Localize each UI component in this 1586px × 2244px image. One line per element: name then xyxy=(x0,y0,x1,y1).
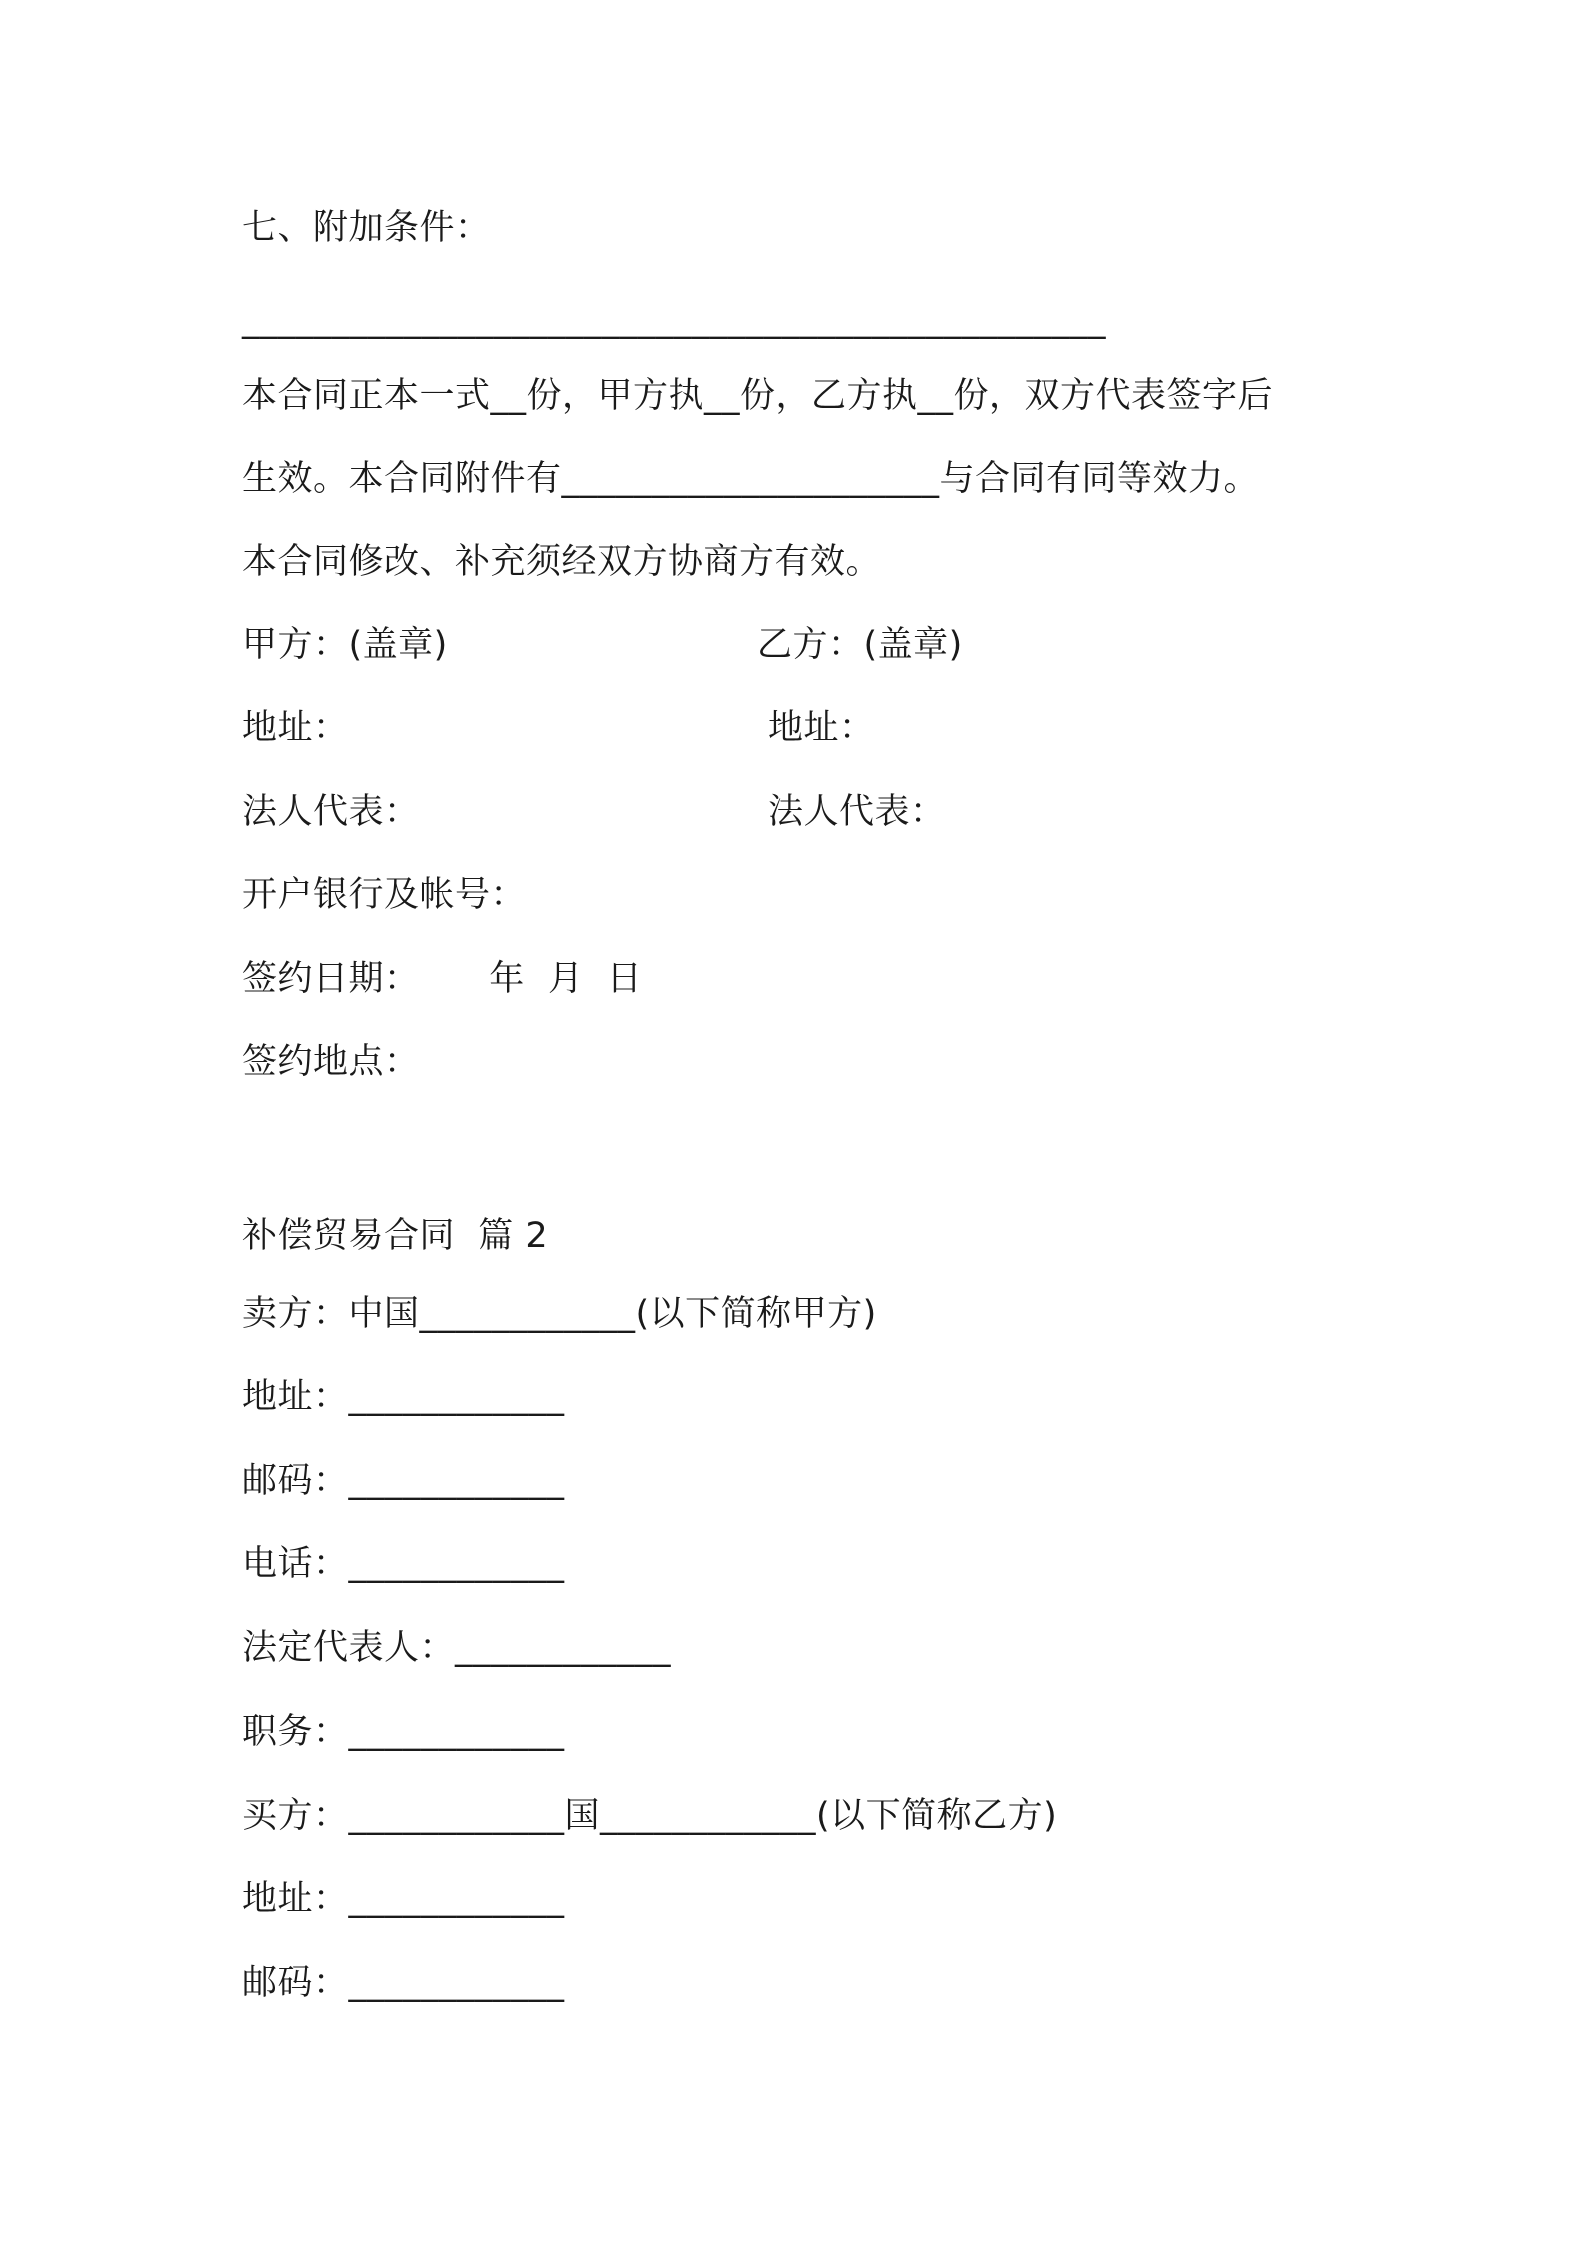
signing-date: 签约日期： 年 月 日 xyxy=(242,959,643,999)
section-heading: 七、附加条件： xyxy=(242,208,491,248)
seller-postcode: 邮码：____________ xyxy=(242,1461,565,1501)
bank-account: 开户银行及帐号： xyxy=(242,875,527,915)
additional-terms-blank: ________________________________________________ xyxy=(242,300,1106,340)
party-a-legal-rep: 法人代表： xyxy=(242,792,420,832)
seller-line: 卖方：中国____________(以下简称甲方) xyxy=(242,1294,877,1334)
seller-position: 职务：____________ xyxy=(242,1712,565,1752)
party-a-seal: 甲方：(盖章) xyxy=(242,625,448,665)
copies-clause-line-1: 本合同正本一式__份，甲方执__份，乙方执__份，双方代表签字后 xyxy=(242,376,1274,416)
seller-address: 地址：____________ xyxy=(242,1377,565,1417)
party-b-legal-rep: 法人代表： xyxy=(768,792,946,832)
copies-clause-line-2: 生效。本合同附件有_____________________与合同有同等效力。 xyxy=(242,459,1260,499)
party-b-address: 地址： xyxy=(768,708,875,748)
signing-place: 签约地点： xyxy=(242,1042,420,1082)
seller-phone: 电话：____________ xyxy=(242,1544,565,1584)
buyer-line: 买方：____________国____________(以下简称乙方) xyxy=(242,1796,1058,1836)
buyer-postcode: 邮码：____________ xyxy=(242,1963,565,2003)
amendment-clause: 本合同修改、补充须经双方协商方有效。 xyxy=(242,542,882,582)
buyer-address: 地址：____________ xyxy=(242,1879,565,1919)
party-a-address: 地址： xyxy=(242,708,349,748)
contract-2-title: 补偿贸易合同 篇 2 xyxy=(242,1216,549,1256)
seller-legal-rep: 法定代表人：____________ xyxy=(242,1628,672,1668)
party-b-seal: 乙方：(盖章) xyxy=(757,625,963,665)
